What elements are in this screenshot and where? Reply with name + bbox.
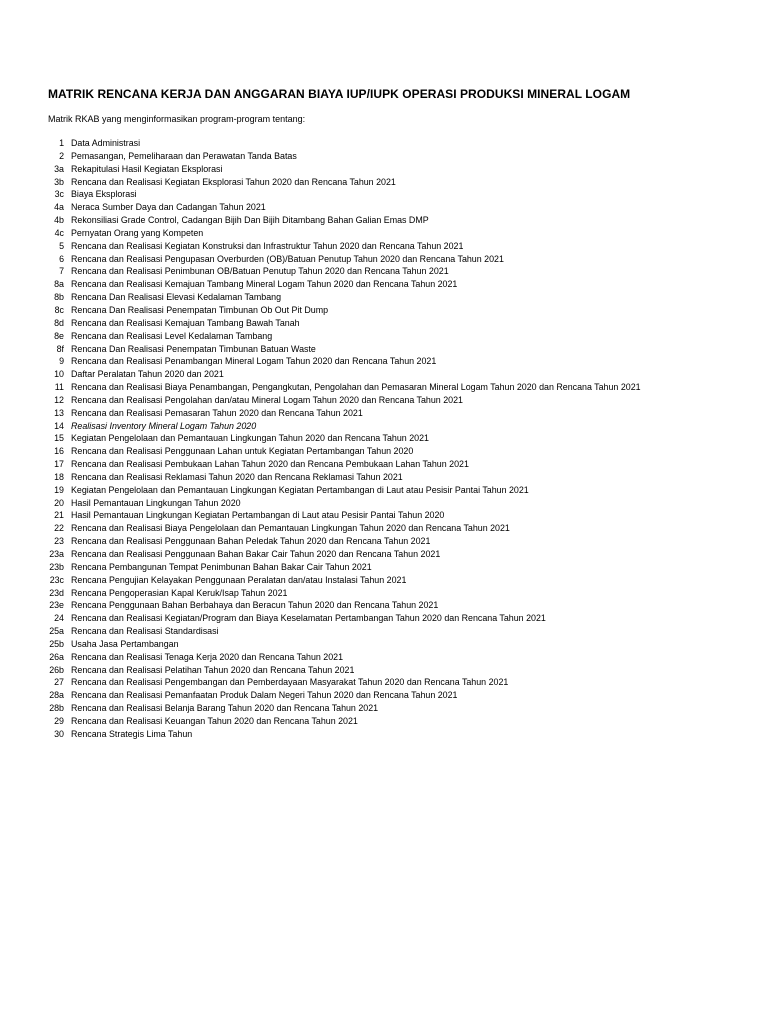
list-item-text: Rencana dan Realisasi Kegiatan/Program dan Biaya Keselamatan Pertambangan Tahun 2020 dan Rencana Tahun 2021 xyxy=(71,613,546,624)
list-item-text: Rencana dan Realisasi Standardisasi xyxy=(71,626,219,637)
list-item xyxy=(0,587,768,600)
list-item xyxy=(0,201,768,214)
list-item-text: Rencana dan Realisasi Penggunaan Bahan Bakar Cair Tahun 2020 dan Rencana Tahun 2021 xyxy=(71,549,441,559)
list-item-text: Pernyatan Orang yang Kompeten xyxy=(71,227,204,238)
list-item-number: 23b xyxy=(49,561,64,572)
list-item-text: Rencana dan Realisasi Kemajuan Tambang Bawah Tanah xyxy=(71,317,300,328)
list-item-number: 7 xyxy=(59,266,64,277)
list-item-text: Rencana dan Realisasi Penimbunan OB/Batuan Penutup Tahun 2020 dan Rencana Tahun 2021 xyxy=(71,266,449,277)
list-item-text: Rencana dan Realisasi Biaya Penambangan, Pengangkutan, Pengolahan dan Pemasaran Mineral Logam Tahun 2020 dan Rencana Tahun 2021 xyxy=(71,382,641,393)
list-item-number: 21 xyxy=(54,510,64,521)
list-item-text: Rencana dan Realisasi Pemasaran Tahun 2020 dan Rencana Tahun 2021 xyxy=(71,407,363,418)
list-item-text: Rencana Dan Realisasi Elevasi Kedalaman Tambang xyxy=(71,292,281,303)
list-item-number: 6 xyxy=(59,253,64,264)
list-item-number: 17 xyxy=(54,459,64,470)
list-item-text: Hasil Pemantauan Lingkungan Tahun 2020 xyxy=(71,497,241,508)
list-item xyxy=(0,137,768,150)
list-item-number: 28a xyxy=(49,690,64,701)
list-item-number: 9 xyxy=(59,356,64,367)
list-item xyxy=(0,265,768,278)
list-item xyxy=(0,253,768,266)
list-item-number: 30 xyxy=(54,728,64,739)
list-item-text: Kegiatan Pengelolaan dan Pemantauan Lingkungan Kegiatan Pertambangan di Laut atau Pesisir Pantai Tahun 2021 xyxy=(71,484,529,495)
list-item-text: Hasil Pemantauan Lingkungan Kegiatan Pertambangan di Laut atau Pesisir Pantai Tahun 2020 xyxy=(71,510,445,521)
list-item-text: Rencana dan Realisasi Pemanfaatan Produk Dalam Negeri Tahun 2020 dan Rencana Tahun 2021 xyxy=(71,690,458,701)
list-item-number: 23d xyxy=(49,587,64,598)
list-item xyxy=(0,355,768,368)
list-item-number: 29 xyxy=(54,715,64,726)
list-item-text: Rencana dan Realisasi Keuangan Tahun 2020 dan Rencana Tahun 2021 xyxy=(71,715,358,726)
list-item-text: Rencana dan Realisasi Pelatihan Tahun 2020 dan Rencana Tahun 2021 xyxy=(71,664,355,675)
list-item xyxy=(0,394,768,407)
list-item-text: Usaha Jasa Pertambangan xyxy=(71,638,179,649)
list-item-number: 27 xyxy=(54,677,64,688)
list-item xyxy=(0,651,768,664)
list-item-number: 26b xyxy=(49,664,64,675)
list-item xyxy=(0,214,768,227)
list-item xyxy=(0,304,768,317)
list-item xyxy=(0,561,768,574)
list-item xyxy=(0,343,768,356)
list-item-number: 25a xyxy=(49,626,64,637)
list-item-text: Rencana dan Realisasi Pengupasan Overburden (OB)/Batuan Penutup Tahun 2020 dan Rencana Tahun 2021 xyxy=(71,253,504,264)
list-item-text: Rencana Strategis Lima Tahun xyxy=(71,728,193,739)
list-item-text: Rencana Dan Realisasi Penempatan Timbunan Batuan Waste xyxy=(71,343,316,354)
list-item xyxy=(0,548,768,561)
list-item xyxy=(0,458,768,471)
list-item-number: 23a xyxy=(49,549,64,559)
list-item-number: 11 xyxy=(54,382,64,393)
list-item xyxy=(0,664,768,677)
list-item-number: 8f xyxy=(56,343,64,354)
list-item-number: 10 xyxy=(54,369,64,380)
list-item-number: 23c xyxy=(49,574,64,585)
list-item-text: Rencana dan Realisasi Kemajuan Tambang Mineral Logam Tahun 2020 dan Rencana Tahun 2021 xyxy=(71,279,458,290)
list-item-number: 24 xyxy=(54,613,64,624)
list-item-number: 8c xyxy=(54,304,64,315)
list-item-text: Rencana dan Realisasi Kegiatan Konstruksi dan Infrastruktur Tahun 2020 dan Rencana Tahun 2021 xyxy=(71,240,464,251)
list-item xyxy=(0,291,768,304)
list-item-number: 18 xyxy=(54,471,64,482)
list-item xyxy=(0,702,768,715)
list-item-text: Rencana dan Realisasi Penambangan Mineral Logam Tahun 2020 dan Rencana Tahun 2021 xyxy=(71,356,437,367)
list-item xyxy=(0,176,768,189)
list-item-text: Rencana dan Realisasi Kegiatan Eksplorasi Tahun 2020 dan Rencana Tahun 2021 xyxy=(71,176,396,187)
list-item-number: 5 xyxy=(59,240,64,251)
list-item-text: Rencana dan Realisasi Belanja Barang Tahun 2020 dan Rencana Tahun 2021 xyxy=(71,703,379,714)
list-item xyxy=(0,163,768,176)
list-item-text: Rencana dan Realisasi Biaya Pengelolaan dan Pemantauan Lingkungan Tahun 2020 dan Rencana Tahun 2021 xyxy=(71,523,510,534)
list-item-number: 1 xyxy=(59,138,64,148)
list-item-number: 12 xyxy=(54,394,64,405)
list-item xyxy=(0,445,768,458)
list-item-number: 13 xyxy=(54,407,64,418)
list-item-number: 20 xyxy=(54,497,64,508)
list-item-number: 8d xyxy=(54,317,64,328)
list-item-text: Rencana dan Realisasi Pengembangan dan Pemberdayaan Masyarakat Tahun 2020 dan Rencana Tahun 2021 xyxy=(71,677,509,688)
list-item-number: 3b xyxy=(54,176,64,187)
list-item xyxy=(0,227,768,240)
list-item xyxy=(0,471,768,484)
list-item-number: 2 xyxy=(59,150,64,161)
list-item xyxy=(0,330,768,343)
list-item xyxy=(0,420,768,433)
list-item-number: 4a xyxy=(54,202,64,213)
list-item xyxy=(0,484,768,497)
document-intro: Matrik RKAB yang menginformasikan program-program tentang: xyxy=(48,114,306,124)
list-item-number: 28b xyxy=(49,703,64,714)
list-item xyxy=(0,150,768,163)
list-item xyxy=(0,317,768,330)
list-item-number: 8e xyxy=(54,330,64,341)
list-item-number: 22 xyxy=(54,523,64,534)
document-title: MATRIK RENCANA KERJA DAN ANGGARAN BIAYA IUP/IUPK OPERASI PRODUKSI MINERAL LOGAM xyxy=(48,87,631,101)
list-item-text: Rencana dan Realisasi Tenaga Kerja 2020 dan Rencana Tahun 2021 xyxy=(71,651,344,662)
list-item-number: 14 xyxy=(54,420,64,431)
list-item xyxy=(0,407,768,420)
list-item-text: Rencana dan Realisasi Level Kedalaman Tambang xyxy=(71,330,273,341)
list-item xyxy=(0,535,768,548)
program-list xyxy=(0,137,768,741)
list-item-text: Rencana dan Realisasi Penggunaan Bahan Peledak Tahun 2020 dan Rencana Tahun 2021 xyxy=(71,536,431,547)
list-item-text: Rencana dan Realisasi Reklamasi Tahun 2020 dan Rencana Reklamasi Tahun 2021 xyxy=(71,471,403,482)
list-item xyxy=(0,612,768,625)
list-item-text: Rencana dan Realisasi Pembukaan Lahan Tahun 2020 dan Rencana Pembukaan Lahan Tahun 2021 xyxy=(71,459,469,470)
list-item xyxy=(0,368,768,381)
list-item-number: 3c xyxy=(54,189,64,200)
list-item-number: 4c xyxy=(54,227,64,238)
list-item-text: Rencana Penggunaan Bahan Berbahaya dan Beracun Tahun 2020 dan Rencana Tahun 2021 xyxy=(71,600,439,611)
list-item xyxy=(0,676,768,689)
list-item xyxy=(0,638,768,651)
list-item xyxy=(0,240,768,253)
list-item-text: Kegiatan Pengelolaan dan Pemantauan Lingkungan Tahun 2020 dan Rencana Tahun 2021 xyxy=(71,433,429,444)
list-item-text: Rencana dan Realisasi Penggunaan Lahan untuk Kegiatan Pertambangan Tahun 2020 xyxy=(71,446,414,457)
list-item xyxy=(0,599,768,612)
list-item-text: Data Administrasi xyxy=(71,138,141,148)
list-item-number: 25b xyxy=(49,638,64,649)
list-item xyxy=(0,715,768,728)
list-item xyxy=(0,278,768,291)
list-item xyxy=(0,689,768,702)
list-item-number: 8a xyxy=(54,279,64,290)
list-item-number: 19 xyxy=(54,484,64,495)
list-item-text: Rencana dan Realisasi Pengolahan dan/atau Mineral Logam Tahun 2020 dan Rencana Tahun 2021 xyxy=(71,394,463,405)
list-item-text: Rekapitulasi Hasil Kegiatan Eksplorasi xyxy=(71,163,223,174)
list-item xyxy=(0,188,768,201)
list-item xyxy=(0,432,768,445)
list-item-number: 8b xyxy=(54,292,64,303)
list-item xyxy=(0,625,768,638)
list-item-text: Pemasangan, Pemeliharaan dan Perawatan Tanda Batas xyxy=(71,150,297,161)
list-item-number: 16 xyxy=(54,446,64,457)
list-item-text: Rencana Dan Realisasi Penempatan Timbunan Ob Out Pit Dump xyxy=(71,304,329,315)
list-item-number: 23 xyxy=(54,536,64,547)
list-item xyxy=(0,728,768,741)
list-item-number: 4b xyxy=(54,215,64,226)
list-item-text: Rencana Pengoperasian Kapal Keruk/Isap Tahun 2021 xyxy=(71,587,288,598)
list-item-text: Realisasi Inventory Mineral Logam Tahun 2020 xyxy=(71,420,257,431)
list-item-text: Rekonsiliasi Grade Control, Cadangan Bijih Dan Bijih Ditambang Bahan Galian Emas DMP xyxy=(71,215,429,226)
list-item-number: 23e xyxy=(49,600,64,611)
list-item xyxy=(0,522,768,535)
list-item-text: Rencana Pembangunan Tempat Penimbunan Bahan Bakar Cair Tahun 2021 xyxy=(71,561,372,572)
list-item xyxy=(0,509,768,522)
list-item-number: 15 xyxy=(54,433,64,444)
list-item-number: 3a xyxy=(54,163,64,174)
list-item-text: Biaya Eksplorasi xyxy=(71,189,137,200)
list-item xyxy=(0,497,768,510)
list-item-number: 26a xyxy=(49,651,64,662)
list-item-text: Rencana Pengujian Kelayakan Penggunaan Peralatan dan/atau Instalasi Tahun 2021 xyxy=(71,574,407,585)
list-item-text: Daftar Peralatan Tahun 2020 dan 2021 xyxy=(71,369,224,380)
list-item xyxy=(0,574,768,587)
list-item-text: Neraca Sumber Daya dan Cadangan Tahun 2021 xyxy=(71,202,266,213)
list-item xyxy=(0,381,768,394)
